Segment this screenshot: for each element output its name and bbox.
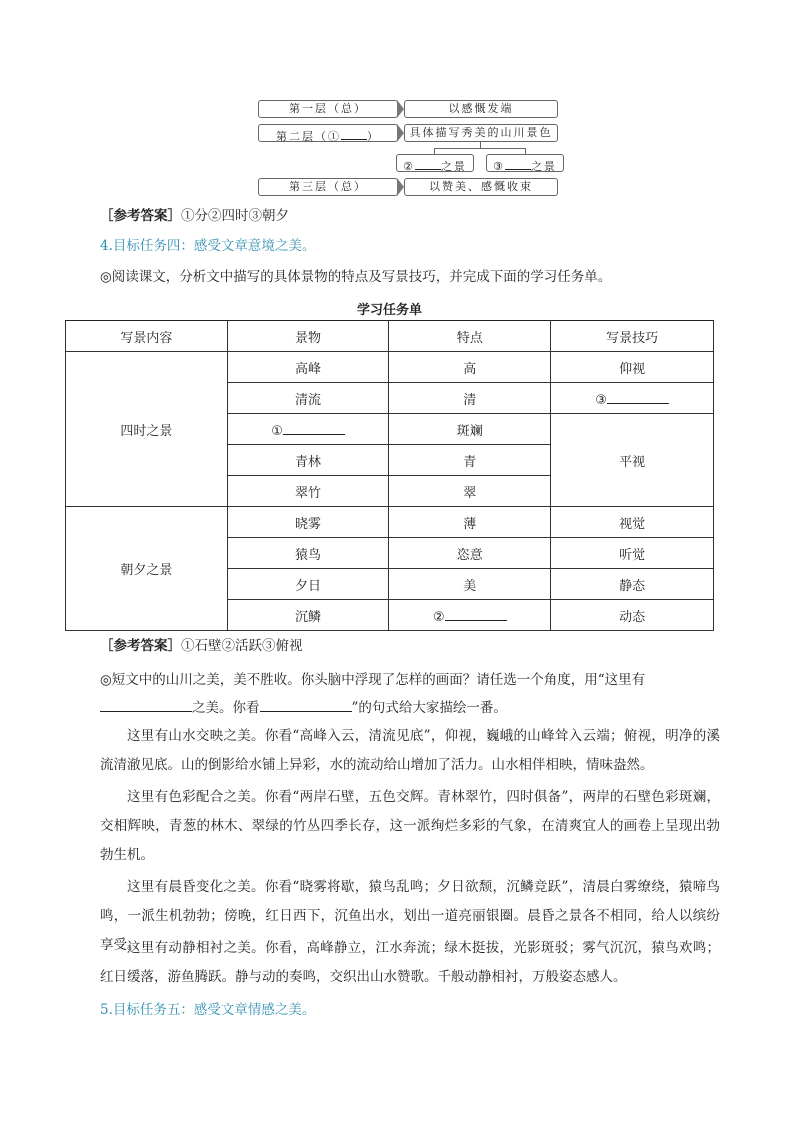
- technique-merged-cell: 平视: [551, 414, 714, 507]
- table-row: [66, 507, 714, 538]
- sub2-blank: [505, 155, 531, 170]
- technique-cell: 仰视: [551, 352, 714, 383]
- arrow-right-icon: [397, 178, 404, 196]
- blank-number: ②: [432, 609, 445, 625]
- scene-cell: 清流: [227, 383, 389, 414]
- structure-diagram: [0, 0, 794, 200]
- layer3-box: 第三层（总）: [258, 178, 398, 196]
- table-caption: 学习任务单: [356, 303, 422, 318]
- task5-title: 5.目标任务五：感受文章情感之美。: [100, 1002, 316, 1018]
- prompt-line-1: ◎短文中的山川之美，美不胜收。你头脑中浮现了怎样的画面？请任选一个角度，用“这里有: [100, 672, 646, 688]
- sub2-text: 之景: [530, 160, 557, 173]
- answer-2: [100, 636, 720, 656]
- paragraph-landscape: 这里有山水交映之美。你看“高峰入云，清流见底”，仰视，巍峨的山峰耸入云端；俯视，明净的溪流清澈见底。山的倒影给水铺上异彩，水的流动给山增加了活力。山水相伴相映，情味盎然。: [100, 728, 720, 773]
- feature-cell: 青: [389, 445, 551, 476]
- technique-cell: 动态: [551, 600, 714, 631]
- answer-1: [100, 206, 720, 226]
- technique-cell: 静态: [551, 569, 714, 600]
- scene-cell: 青林: [227, 445, 389, 476]
- feature-cell: 薄: [389, 507, 551, 538]
- answer-text: ①分②四时③朝夕: [181, 208, 289, 224]
- answer-text: ①石壁②活跃③俯视: [181, 638, 303, 654]
- blank-line: [283, 420, 345, 435]
- prompt-text-b: ”的句式给大家描绘一番。: [351, 700, 507, 716]
- feature-cell: 斑斓: [389, 414, 551, 445]
- task-table: [65, 320, 714, 631]
- layer2-box: [258, 124, 398, 142]
- table-header-row: [66, 321, 714, 352]
- paragraph-dawn-dusk: 这里有晨昏变化之美。你看“晓雾将歇，猿鸟乱鸣；夕日欲颓，沉鳞竞跃”，清晨白雾缭绕，猿啼鸟鸣，一派生机勃勃；傍晚，红日西下，沉鱼出水，划出一道亮丽银圈。晨昏之景各不相同，给人以缤纷享受。: [100, 879, 720, 953]
- scene-cell: 晓雾: [227, 507, 389, 538]
- sub1-blank: [415, 155, 441, 170]
- blank-line: [445, 606, 507, 621]
- layer2-blank: [341, 125, 367, 140]
- layer2-prefix: 第二层（①: [276, 130, 341, 143]
- arrow-right-icon: [397, 100, 404, 118]
- technique-cell: [551, 383, 714, 414]
- blank-number: ①: [271, 423, 283, 439]
- sub1-text: 之景: [440, 160, 467, 173]
- feature-cell: 美: [389, 569, 551, 600]
- paragraph-color: 这里有色彩配合之美。你看“两岸石壁，五色交辉。青林翠竹，四时俱备”，两岸的石壁色彩斑斓，交相辉映，青葱的林木、翠绿的竹丛四季长存，这一派绚烂多彩的气象，在清爽宜人的画卷上呈现出勃勃生机。: [100, 789, 720, 863]
- technique-cell: 视觉: [551, 507, 714, 538]
- sub1-box: [396, 154, 474, 172]
- layer1-box: 第一层（总）: [258, 100, 398, 118]
- sub2-num: ③: [493, 160, 505, 173]
- header-cell: 特点: [389, 321, 551, 352]
- feature-cell: [389, 600, 551, 631]
- scene-cell: 高峰: [227, 352, 389, 383]
- connector-line: [434, 148, 526, 149]
- arrow-right-icon: [397, 124, 404, 142]
- blank-line: [260, 697, 352, 712]
- technique-cell: 听觉: [551, 538, 714, 569]
- answer-label: ［参考答案］: [100, 638, 181, 654]
- feature-cell: 恣意: [389, 538, 551, 569]
- answer-label: ［参考答案］: [100, 208, 181, 224]
- instruction-text: ◎阅读课文，分析文中描写的具体景物的特点及写景技巧，并完成下面的学习任务单。: [100, 269, 612, 285]
- layer2-desc-box: 具体描写秀美的山川景色: [404, 124, 558, 142]
- scene-cell: [227, 414, 389, 445]
- feature-cell: 翠: [389, 476, 551, 507]
- header-cell: 景物: [227, 321, 389, 352]
- blank-number: ③: [595, 392, 607, 408]
- group-label-cell: 朝夕之景: [66, 507, 228, 631]
- sub1-num: ②: [403, 160, 415, 173]
- blank-line: [607, 389, 669, 404]
- header-cell: 写景技巧: [551, 321, 714, 352]
- scene-cell: 沉鳞: [227, 600, 389, 631]
- layer1-desc-box: 以感慨发端: [404, 100, 558, 118]
- layer3-desc-box: 以赞美、感慨收束: [404, 178, 558, 196]
- group-label-cell: 四时之景: [66, 352, 228, 507]
- feature-cell: 高: [389, 352, 551, 383]
- scene-cell: 翠竹: [227, 476, 389, 507]
- scene-cell: 夕日: [227, 569, 389, 600]
- header-cell: 写景内容: [66, 321, 228, 352]
- scene-cell: 猿鸟: [227, 538, 389, 569]
- writing-prompt: [100, 666, 720, 722]
- blank-line: [100, 697, 192, 712]
- paragraph-motion: 这里有动静相衬之美。你看，高峰静立，江水奔流；绿木挺拔，光影斑驳；雾气沉沉，猿鸟欢鸣；红日缓落，游鱼腾跃。静与动的奏鸣，交织出山水赞歌。千般动静相衬，万般姿态感人。: [100, 940, 720, 985]
- prompt-text-a: 之美。你看: [192, 700, 260, 716]
- prompt-line-2: [100, 694, 720, 722]
- task4-title: 4.目标任务四：感受文章意境之美。: [100, 238, 316, 254]
- sub2-box: [486, 154, 564, 172]
- table-row: [66, 352, 714, 383]
- feature-cell: 清: [389, 383, 551, 414]
- layer2-suffix: ）: [367, 130, 380, 143]
